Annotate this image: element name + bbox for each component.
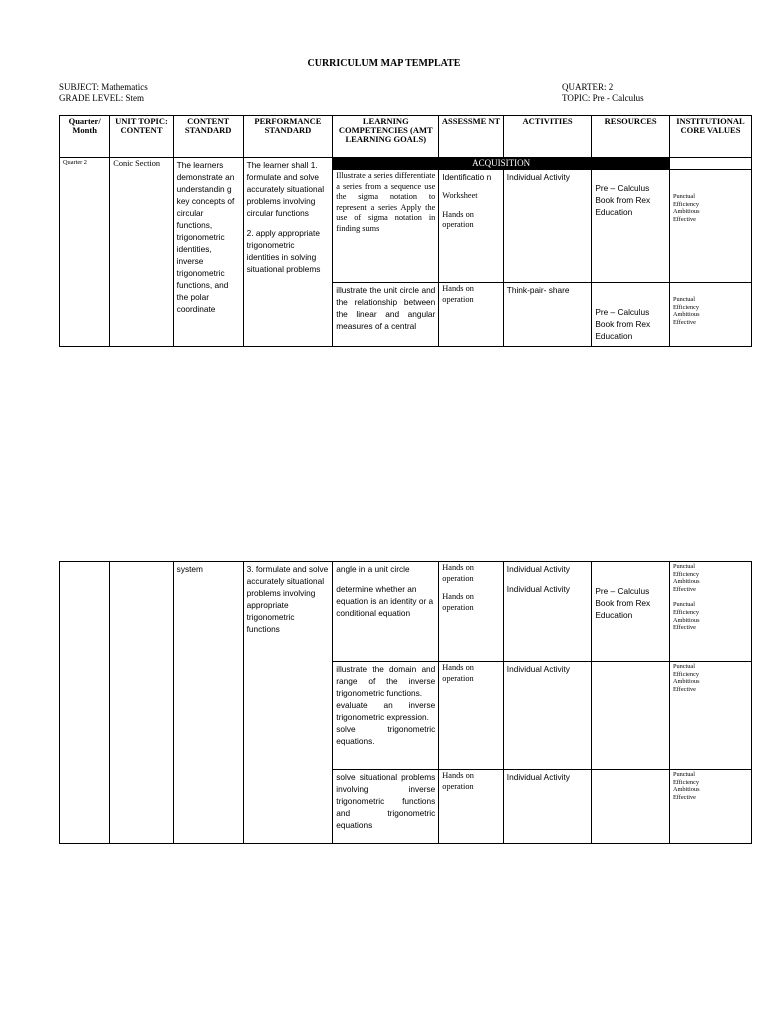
assessment-cell: Hands on operation bbox=[439, 770, 503, 844]
unit-topic-cell: Conic Section bbox=[110, 158, 173, 347]
core-value: Effective bbox=[672, 215, 696, 223]
assessment-item: Hands on operation bbox=[442, 592, 474, 612]
activity-item: Individual Activity bbox=[506, 564, 570, 574]
competency-item: evaluate an inverse trigonometric expression. bbox=[336, 700, 436, 722]
competency-cell: Illustrate a series differentiate a series from a sequence use the sigma notation to represent a series Apply the use of sigma notation in finding sums bbox=[333, 170, 439, 283]
resource-text: Pre – Calculus Book from Rex Education bbox=[595, 586, 651, 620]
header-unit-topic: UNIT TOPIC: CONTENT bbox=[110, 116, 173, 158]
header-left bbox=[59, 82, 148, 104]
core-value: Punctual bbox=[672, 771, 695, 778]
activity-cell: Individual Activity bbox=[503, 170, 592, 283]
assessment-item: Hands on operation bbox=[442, 209, 474, 229]
core-value: Ambitious bbox=[672, 578, 700, 586]
assessment-cell bbox=[439, 170, 503, 283]
competency-item: solve trigonometric equations. bbox=[336, 724, 436, 746]
core-value: Efficiency bbox=[672, 670, 700, 678]
core-value: Punctual bbox=[672, 296, 695, 303]
quarter-cell bbox=[60, 562, 110, 844]
core-value: Punctual bbox=[672, 563, 695, 570]
core-value: Efficiency bbox=[672, 570, 700, 578]
unit-topic-cell bbox=[110, 562, 173, 844]
activity-item: Individual Activity bbox=[506, 584, 570, 594]
header-learning-competencies: LEARNING COMPETENCIES (AMT LEARNING GOALS) bbox=[333, 116, 439, 158]
core-values-cell bbox=[669, 562, 751, 662]
header-core-values: INSTITUTIONAL CORE VALUES bbox=[669, 116, 751, 158]
core-value: Punctual bbox=[672, 663, 695, 670]
grade-level-label: GRADE LEVEL: Stem bbox=[59, 93, 144, 103]
core-value: Ambitious bbox=[672, 616, 700, 624]
quarter-label: QUARTER: 2 bbox=[562, 82, 614, 92]
core-value: Effective bbox=[672, 793, 696, 801]
assessment-item: Identificatio n bbox=[442, 172, 492, 182]
performance-standard-cell bbox=[243, 158, 333, 347]
table-row bbox=[60, 158, 752, 170]
core-value: Punctual bbox=[672, 193, 695, 200]
core-value: Effective bbox=[672, 624, 696, 632]
performance-standard-2: 2. apply appropriate trigonometric identities in solving situational problems bbox=[246, 228, 321, 274]
core-value: Effective bbox=[672, 585, 696, 593]
header-row bbox=[60, 116, 752, 158]
header-resources: RESOURCES bbox=[592, 116, 670, 158]
header-right bbox=[562, 82, 644, 104]
performance-standard-1: The learner shall 1. formulate and solve accurately situational problems involving circular functions bbox=[246, 160, 325, 218]
resource-cell bbox=[592, 770, 670, 844]
core-value: Ambitious bbox=[672, 311, 700, 319]
core-value: Efficiency bbox=[672, 303, 700, 311]
topic-label: TOPIC: Pre - Calculus bbox=[562, 93, 644, 103]
competency-cell: illustrate the unit circle and the relationship between the linear and angular measures of a central bbox=[333, 283, 439, 347]
header-assessment: ASSESSME NT bbox=[439, 116, 503, 158]
competency-item: determine whether an equation is an identity or a conditional equation bbox=[336, 584, 434, 618]
resource-cell bbox=[592, 662, 670, 770]
core-value: Efficiency bbox=[672, 778, 700, 786]
core-value: Effective bbox=[672, 318, 696, 326]
competency-cell: solve situational problems involving inverse trigonometric functions and trigonometric equations bbox=[333, 770, 439, 844]
curriculum-table-page-2 bbox=[59, 561, 752, 844]
core-values-cell bbox=[669, 170, 751, 283]
resource-text: Pre – Calculus Book from Rex Education bbox=[595, 307, 651, 341]
competency-item: illustrate the domain and range of the inverse trigonometric functions. bbox=[336, 664, 436, 698]
quarter-cell: Quarter 2 bbox=[60, 158, 110, 347]
subject-label: SUBJECT: Mathematics bbox=[59, 82, 148, 92]
resource-cell bbox=[592, 170, 670, 283]
assessment-item: Worksheet bbox=[442, 191, 478, 200]
header-activities: ACTIVITIES bbox=[503, 116, 592, 158]
competency-item: angle in a unit circle bbox=[336, 564, 410, 574]
activity-cell: Individual Activity bbox=[503, 662, 592, 770]
competency-cell bbox=[333, 662, 439, 770]
core-value: Efficiency bbox=[672, 608, 700, 616]
performance-standard-cell: 3. formulate and solve accurately situational problems involving appropriate trigonometric functions bbox=[243, 562, 333, 844]
header-performance-standard: PERFORMANCE STANDARD bbox=[243, 116, 333, 158]
competency-cell bbox=[333, 562, 439, 662]
page-title: CURRICULUM MAP TEMPLATE bbox=[307, 58, 461, 69]
activity-cell: Individual Activity bbox=[503, 770, 592, 844]
resource-cell bbox=[592, 562, 670, 662]
assessment-cell: Hands on operation bbox=[439, 283, 503, 347]
assessment-cell bbox=[439, 562, 503, 662]
activity-cell: Think-pair- share bbox=[503, 283, 592, 347]
core-values-cell bbox=[669, 662, 751, 770]
resource-cell bbox=[592, 283, 670, 347]
core-value: Ambitious bbox=[672, 678, 700, 686]
assessment-cell: Hands on operation bbox=[439, 662, 503, 770]
header-quarter-month: Quarter/ Month bbox=[60, 116, 110, 158]
core-value: Ambitious bbox=[672, 208, 700, 216]
core-value: Efficiency bbox=[672, 200, 700, 208]
core-value: Effective bbox=[672, 685, 696, 693]
curriculum-table-page-1 bbox=[59, 115, 752, 347]
core-value: Punctual bbox=[672, 601, 695, 609]
activity-cell bbox=[503, 562, 592, 662]
content-standard-cell: system bbox=[173, 562, 243, 844]
acquisition-banner: ACQUISITION bbox=[333, 158, 670, 170]
core-values-cell bbox=[669, 770, 751, 844]
core-values-empty-cell bbox=[669, 158, 751, 170]
resource-text: Pre – Calculus Book from Rex Education bbox=[595, 183, 651, 217]
core-value: Ambitious bbox=[672, 786, 700, 794]
core-values-cell bbox=[669, 283, 751, 347]
header-content-standard: CONTENT STANDARD bbox=[173, 116, 243, 158]
table-row bbox=[60, 562, 752, 662]
assessment-item: Hands on operation bbox=[442, 563, 474, 583]
content-standard-cell: The learners demonstrate an understandin g key concepts of circular functions, trigonometric identities, inverse trigonometric functions, and the polar coordinate bbox=[173, 158, 243, 347]
